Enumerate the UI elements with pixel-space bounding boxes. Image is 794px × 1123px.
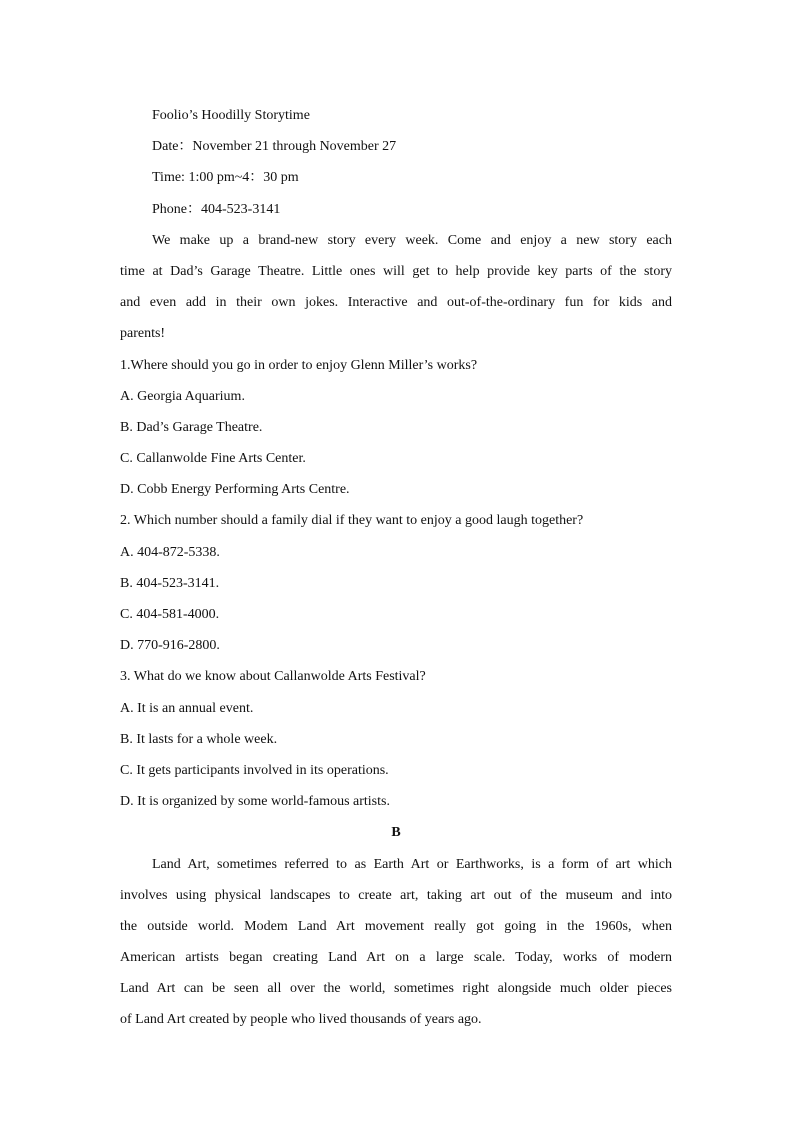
question-option: A. 404-872-5338.: [120, 544, 220, 560]
question-option: B. It lasts for a whole week.: [120, 731, 278, 747]
question-option: B. Dad’s Garage Theatre.: [120, 419, 263, 435]
question-option: D. Cobb Energy Performing Arts Centre.: [120, 482, 350, 498]
event-description-line: parents!: [120, 326, 166, 342]
event-time: Time: 1:00 pm~4：30 pm: [152, 170, 299, 186]
passage-line: involves using physical landscapes to create art, taking art out of the museum and into: [120, 887, 672, 903]
text-column: [120, 100, 672, 1036]
question-option: A. It is an annual event.: [120, 700, 254, 716]
passage-line: of Land Art created by people who lived thousands of years ago.: [120, 1012, 482, 1028]
event-title: Foolio’s Hoodilly Storytime: [152, 108, 310, 123]
question-option: A. Georgia Aquarium.: [120, 388, 245, 404]
event-description-line: We make up a brand-new story every week. Come and enjoy a new story each: [152, 232, 672, 248]
question-option: D. 770-916-2800.: [120, 638, 220, 654]
passage-line: American artists began creating Land Art on a large scale. Today, works of modern: [120, 950, 672, 966]
question-stem: 1.Where should you go in order to enjoy Glenn Miller’s works?: [120, 357, 478, 373]
event-description-line: and even add in their own jokes. Interactive and out-of-the-ordinary fun for kids and: [120, 295, 672, 311]
passage-line: the outside world. Modem Land Art movement really got going in the 1960s, when: [120, 918, 672, 934]
event-phone: Phone：404-523-3141: [152, 201, 281, 217]
question-option: D. It is organized by some world-famous artists.: [120, 794, 390, 810]
question-option: C. It gets participants involved in its operations.: [120, 762, 389, 778]
question-option: B. 404-523-3141.: [120, 575, 220, 591]
event-description-line: time at Dad’s Garage Theatre. Little ones will get to help provide key parts of the story: [120, 263, 672, 279]
question-stem: 3. What do we know about Callanwolde Arts Festival?: [120, 669, 426, 685]
passage-line: Land Art can be seen all over the world, sometimes right alongside much older pieces: [120, 981, 672, 997]
passage-line: Land Art, sometimes referred to as Earth Art or Earthworks, is a form of art which: [152, 856, 672, 872]
event-date: Date：November 21 through November 27: [152, 139, 397, 155]
section-heading: B: [391, 825, 401, 841]
question-option: C. 404-581-4000.: [120, 607, 220, 622]
question-stem: 2. Which number should a family dial if they want to enjoy a good laugh together?: [120, 513, 584, 529]
question-option: C. Callanwolde Fine Arts Center.: [120, 451, 306, 467]
